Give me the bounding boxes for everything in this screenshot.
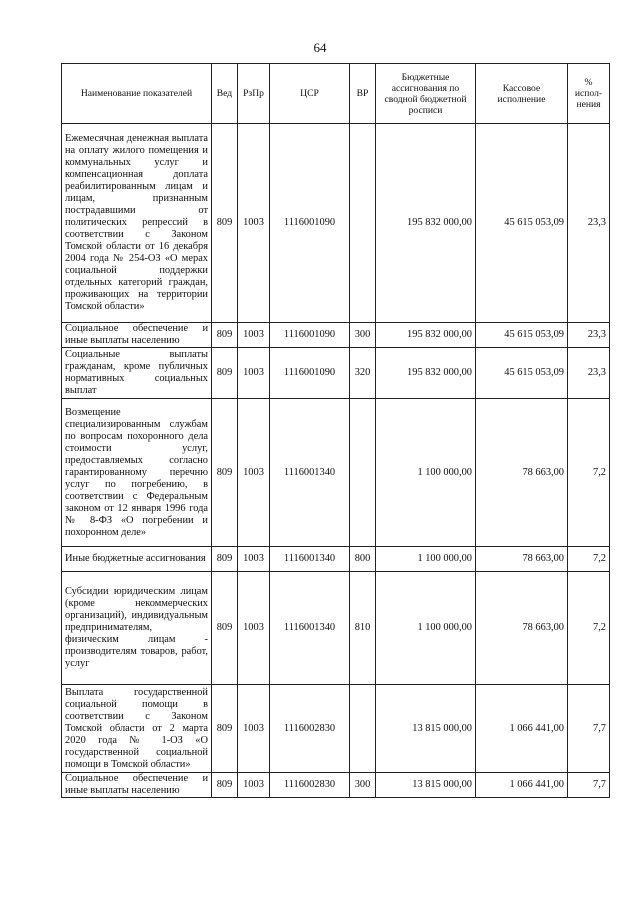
row-cash: 45 615 053,09 [476, 348, 568, 399]
row-cash: 1 066 441,00 [476, 685, 568, 773]
row-budget: 1 100 000,00 [376, 547, 476, 572]
row-percent: 23,3 [568, 124, 610, 323]
row-rzpr: 1003 [238, 773, 270, 798]
row-budget: 13 815 000,00 [376, 773, 476, 798]
row-rzpr: 1003 [238, 399, 270, 547]
row-cash: 78 663,00 [476, 399, 568, 547]
row-budget: 13 815 000,00 [376, 685, 476, 773]
row-vr [350, 685, 376, 773]
table-row [62, 399, 610, 547]
row-name: Ежемесячная денежная выплата на оплату жилого помещения и коммунальных услуг и компенсационная доплата реабилитированным лицам и лицам, признанным пострадавшими от политических репрессий в соответствии с Законом Томской области от 16 декабря 2004 года № 254-ОЗ «О мерах социальной поддержки отдельных категорий граждан, проживающих на территории Томской области» [62, 124, 212, 323]
row-percent: 7,2 [568, 547, 610, 572]
row-vr: 300 [350, 323, 376, 348]
table-header-row [62, 64, 610, 124]
header-name: Наименование показателей [62, 64, 212, 124]
row-csr: 1116002830 [270, 685, 350, 773]
row-name: Субсидии юридическим лицам (кроме некоммерческих организаций), индивидуальным предпринимателям, физическим лицам - производителям товаров, работ, услуг [62, 572, 212, 685]
row-ved: 809 [212, 572, 238, 685]
row-vr [350, 399, 376, 547]
row-ved: 809 [212, 348, 238, 399]
header-cash: Кассовое исполнение [476, 64, 568, 124]
row-ved: 809 [212, 323, 238, 348]
row-vr: 800 [350, 547, 376, 572]
row-percent: 7,7 [568, 773, 610, 798]
row-rzpr: 1003 [238, 124, 270, 323]
row-cash: 45 615 053,09 [476, 124, 568, 323]
row-csr: 1116001090 [270, 323, 350, 348]
row-cash: 78 663,00 [476, 572, 568, 685]
row-budget: 195 832 000,00 [376, 348, 476, 399]
table-row [62, 547, 610, 572]
row-rzpr: 1003 [238, 323, 270, 348]
row-cash: 78 663,00 [476, 547, 568, 572]
row-vr [350, 124, 376, 323]
row-ved: 809 [212, 547, 238, 572]
table-row [62, 124, 610, 323]
row-percent: 23,3 [568, 323, 610, 348]
row-percent: 7,2 [568, 399, 610, 547]
header-percent: % испол-нения [568, 64, 610, 124]
row-ved: 809 [212, 685, 238, 773]
row-name: Социальное обеспечение и иные выплаты населению [62, 773, 212, 798]
row-csr: 1116001340 [270, 547, 350, 572]
row-budget: 195 832 000,00 [376, 124, 476, 323]
row-name: Иные бюджетные ассигнования [62, 547, 212, 572]
row-csr: 1116002830 [270, 773, 350, 798]
table-row [62, 572, 610, 685]
row-name: Социальное обеспечение и иные выплаты населению [62, 323, 212, 348]
page-number: 64 [313, 40, 327, 55]
row-name: Возмещение специализированным службам по вопросам похоронного дела стоимости услуг, предоставляемых согласно гарантированному перечню услуг по погребению, в соответствии с Федеральным законом от 12 января 1996 года № 8-ФЗ «О погребении и похоронном деле» [62, 399, 212, 547]
row-percent: 7,7 [568, 685, 610, 773]
row-cash: 1 066 441,00 [476, 773, 568, 798]
table-row [62, 685, 610, 773]
row-ved: 809 [212, 773, 238, 798]
row-percent: 23,3 [568, 348, 610, 399]
table-row [62, 773, 610, 798]
row-name: Социальные выплаты гражданам, кроме публичных нормативных социальных выплат [62, 348, 212, 399]
row-percent: 7,2 [568, 572, 610, 685]
row-ved: 809 [212, 124, 238, 323]
row-budget: 1 100 000,00 [376, 399, 476, 547]
row-ved: 809 [212, 399, 238, 547]
header-csr: ЦСР [270, 64, 350, 124]
row-vr: 810 [350, 572, 376, 685]
header-vr: ВР [350, 64, 376, 124]
row-budget: 195 832 000,00 [376, 323, 476, 348]
row-rzpr: 1003 [238, 572, 270, 685]
row-vr: 300 [350, 773, 376, 798]
header-budget: Бюджетные ассигнования по сводной бюджетной росписи [376, 64, 476, 124]
row-rzpr: 1003 [238, 547, 270, 572]
table-row [62, 348, 610, 399]
row-csr: 1116001090 [270, 124, 350, 323]
row-rzpr: 1003 [238, 348, 270, 399]
row-csr: 1116001340 [270, 399, 350, 547]
row-name: Выплата государственной социальной помощи в соответствии с Законом Томской области от 2 марта 2020 года № 1-ОЗ «О государственной социальной помощи в Томской области» [62, 685, 212, 773]
row-cash: 45 615 053,09 [476, 323, 568, 348]
header-rzpr: РзПр [238, 64, 270, 124]
row-rzpr: 1003 [238, 685, 270, 773]
header-ved: Вед [212, 64, 238, 124]
budget-execution-table [61, 63, 610, 798]
table-row [62, 323, 610, 348]
row-budget: 1 100 000,00 [376, 572, 476, 685]
row-csr: 1116001340 [270, 572, 350, 685]
row-vr: 320 [350, 348, 376, 399]
row-csr: 1116001090 [270, 348, 350, 399]
